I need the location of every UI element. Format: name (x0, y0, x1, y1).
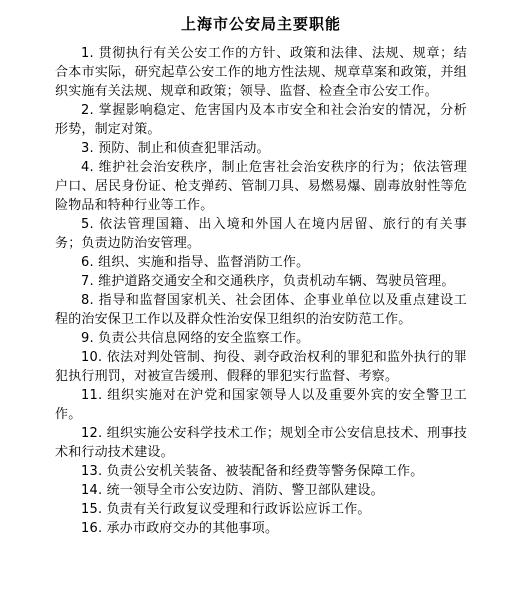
duty-item-12: 12. 组织实施公安科学技术工作；规划全市公安信息技术、刑事技术和行动技术建设。 (55, 426, 467, 460)
duty-item-10: 10. 依法对判处管制、拘役、剥夺政治权利的罪犯和监外执行的罪犯执行刑罚，对被宣告缓刑、假释的罪犯实行监督、考察。 (55, 350, 467, 384)
duty-item-11: 11. 组织实施对在沪党和国家领导人以及重要外宾的安全警卫工作。 (55, 388, 467, 422)
duty-item-16: 16. 承办市政府交办的其他事项。 (81, 521, 279, 536)
duty-item-15: 15. 负责有关行政复议受理和行政诉讼应诉工作。 (81, 502, 371, 517)
duty-item-14: 14. 统一领导全市公安边防、消防、警卫部队建设。 (81, 483, 384, 498)
document-title: 上海市公安局主要职能 (180, 15, 341, 33)
duty-item-4: 4. 维护社会治安秩序，制止危害社会治安秩序的行为；依法管理户口、居民身份证、枪支弹药、管制刀具、易燃易爆、剧毒放射性等危险物品和特种行业等工作。 (55, 160, 467, 213)
duty-item-5: 5. 依法管理国籍、出入境和外国人在境内居留、旅行的有关事务；负责边防治安管理。 (55, 217, 467, 251)
duty-item-6: 6. 组织、实施和指导、监督消防工作。 (81, 255, 310, 270)
duty-item-13: 13. 负责公安机关装备、被装配备和经费等警务保障工作。 (81, 464, 424, 479)
duty-item-3: 3. 预防、制止和侦查犯罪活动。 (81, 141, 270, 156)
duty-item-9: 9. 负责公共信息网络的安全监察工作。 (81, 331, 310, 346)
duty-item-8: 8. 指导和监督国家机关、社会团体、企事业单位以及重点建设工程的治安保卫工作以及群众性治安保卫组织的治安防范工作。 (55, 293, 467, 327)
duties-list (55, 44, 467, 538)
duty-item-2: 2. 掌握影响稳定、危害国内及本市安全和社会治安的情况，分析形势，制定对策。 (55, 103, 467, 137)
duty-item-7: 7. 维护道路交通安全和交通秩序，负责机动车辆、驾驶员管理。 (81, 274, 455, 289)
duty-item-1: 1. 贯彻执行有关公安工作的方针、政策和法律、法规、规章；结合本市实际，研究起草公安工作的地方性法规、规章草案和政策，并组织实施有关法规、规章和政策；领导、监督、检查全市公安工作。 (55, 46, 467, 99)
